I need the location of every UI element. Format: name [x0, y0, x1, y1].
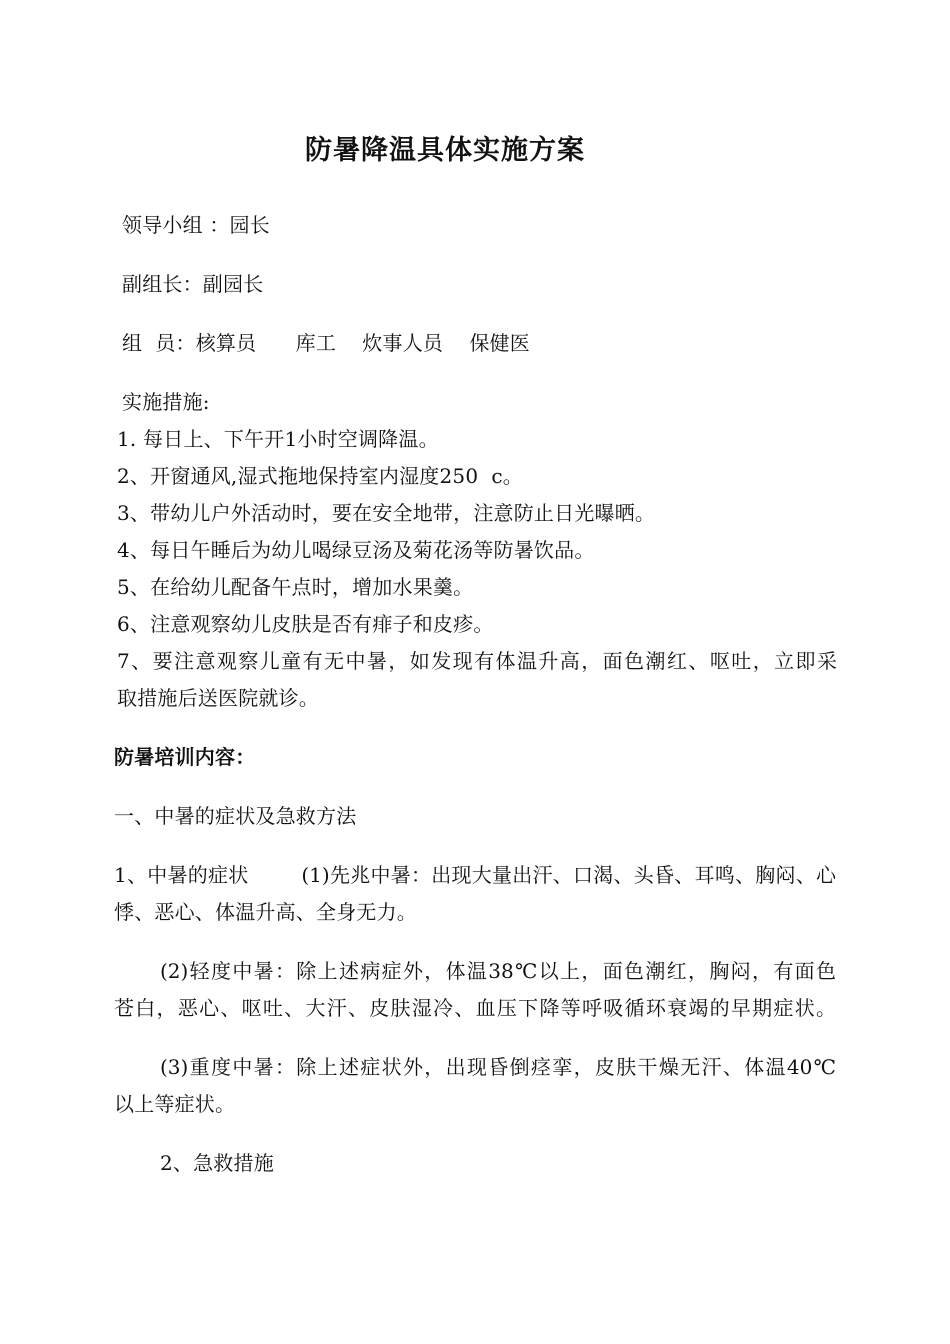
members-line: 组 员：核算员 库工 炊事人员 保健医	[122, 331, 530, 355]
leader-line: 领导小组 ：园长	[122, 213, 270, 237]
severe-heatstroke-paragraph-continued: 以上等症状。	[114, 1092, 236, 1116]
measure-item: 7、要注意观察儿童有无中暑，如发现有体温升高，面色潮红、呕吐，立即采	[117, 649, 837, 673]
measure-item: 1. 每日上、下午开1小时空调降温。	[117, 427, 439, 451]
first-aid-heading: 2、急救措施	[160, 1151, 274, 1175]
measure-item: 5、在给幼儿配备午点时，增加水果羹。	[117, 575, 474, 599]
mild-heatstroke-paragraph: (2)轻度中暑：除上述病症外，体温38℃以上，面色潮红，胸闷，有面色	[160, 959, 836, 983]
symptoms-paragraph: 1、中暑的症状 (1)先兆中暑：出现大量出汗、口渴、头昏、耳鸣、胸闷、心	[114, 863, 836, 887]
measure-item: 3、带幼儿户外活动时，要在安全地带，注意防止日光曝晒。	[117, 501, 656, 525]
measure-item: 2、开窗通风,湿式拖地保持室内湿度250 c。	[117, 464, 523, 488]
mild-heatstroke-paragraph-continued: 苍白，恶心、呕吐、大汗、皮肤湿冷、血压下降等呼吸循环衰竭的早期症状。	[114, 996, 836, 1020]
vice-leader-line: 副组长：副园长	[122, 272, 264, 296]
training-heading: 防暑培训内容：	[114, 745, 256, 769]
severe-heatstroke-paragraph: (3)重度中暑：除上述症状外，出现昏倒痉挛，皮肤干燥无汗、体温40℃	[160, 1055, 836, 1079]
measure-item: 6、注意观察幼儿皮肤是否有痱子和皮疹。	[117, 612, 494, 636]
document-title: 防暑降温具体实施方案	[305, 135, 585, 166]
measure-item-continued: 取措施后送医院就诊。	[117, 686, 319, 710]
symptoms-paragraph-continued: 悸、恶心、体温升高、全身无力。	[114, 900, 417, 924]
measure-item: 4、每日午睡后为幼儿喝绿豆汤及菊花汤等防暑饮品。	[117, 538, 595, 562]
measures-heading: 实施措施:	[122, 390, 210, 414]
section-one-heading: 一、中暑的症状及急救方法	[114, 804, 357, 828]
